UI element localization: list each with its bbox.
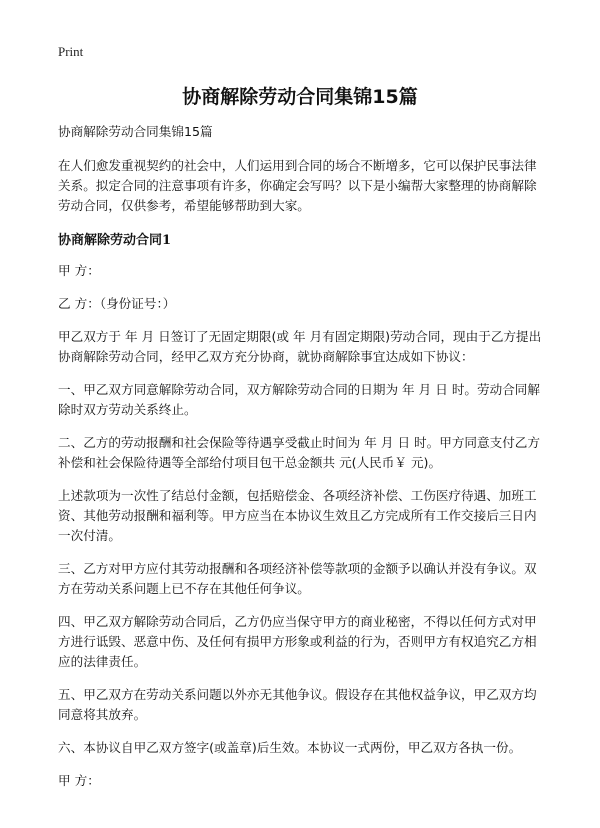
clause-5: 五、甲乙双方在劳动关系问题以外亦无其他争议。假设存在其他权益争议，甲乙双方均同意将其放弃。 (58, 687, 537, 722)
document-body (58, 122, 548, 804)
document-subtitle: 协商解除劳动合同集锦15篇 (58, 124, 213, 139)
clause-2-detail: 上述款项为一次性了结总付金额，包括赔偿金、各项经济补偿、工伤医疗待遇、加班工资、其他劳动报酬和福利等。甲方应当在本协议生效且乙方完成所有工作交接后三日内一次付清。 (58, 488, 537, 543)
section-heading: 协商解除劳动合同1 (58, 233, 172, 248)
clause-3: 三、乙方对甲方应付其劳动报酬和各项经济补偿等款项的金额予以确认并没有争议。双方在劳动关系问题上已不存在其他任何争议。 (58, 561, 537, 596)
page-title: 协商解除劳动合同集锦15篇 (182, 86, 418, 108)
clause-preamble: 甲乙双方于 年 月 日签订了无固定期限(或 年 月有固定期限)劳动合同，现由于乙方提出协商解除劳动合同，经甲乙双方充分协商，就协商解除事宜达成如下协议： (58, 329, 542, 364)
party-a-line: 甲 方： (58, 263, 100, 278)
print-link[interactable]: Print (58, 44, 84, 59)
party-b-line: 乙 方：（身份证号：） (58, 296, 176, 311)
clause-2: 二、乙方的劳动报酬和社会保险等待遇享受截止时间为 年 月 日 时。甲方同意支付乙方补偿和社会保险待遇等全部给付项目包干总金额共 元(人民币￥ 元)。 (58, 435, 540, 470)
clause-1: 一、甲乙双方同意解除劳动合同，双方解除劳动合同的日期为 年 月 日 时。劳动合同解除时双方劳动关系终止。 (58, 382, 540, 417)
signature-party-a: 甲 方： (58, 773, 100, 788)
clause-6: 六、本协议自甲乙双方签字(或盖章)后生效。本协议一式两份，甲乙双方各执一份。 (58, 740, 522, 755)
intro-paragraph: 在人们愈发重视契约的社会中，人们运用到合同的场合不断增多，它可以保护民事法律关系。拟定合同的注意事项有许多，你确定会写吗？以下是小编帮大家整理的协商解除劳动合同，仅供参考，希望能够帮助到大家。 (58, 158, 537, 213)
clause-4: 四、甲乙双方解除劳动合同后，乙方仍应当保守甲方的商业秘密，不得以任何方式对甲方进行诋毁、恶意中伤、及任何有损甲方形象或利益的行为，否则甲方有权追究乙方相应的法律责任。 (58, 614, 537, 669)
